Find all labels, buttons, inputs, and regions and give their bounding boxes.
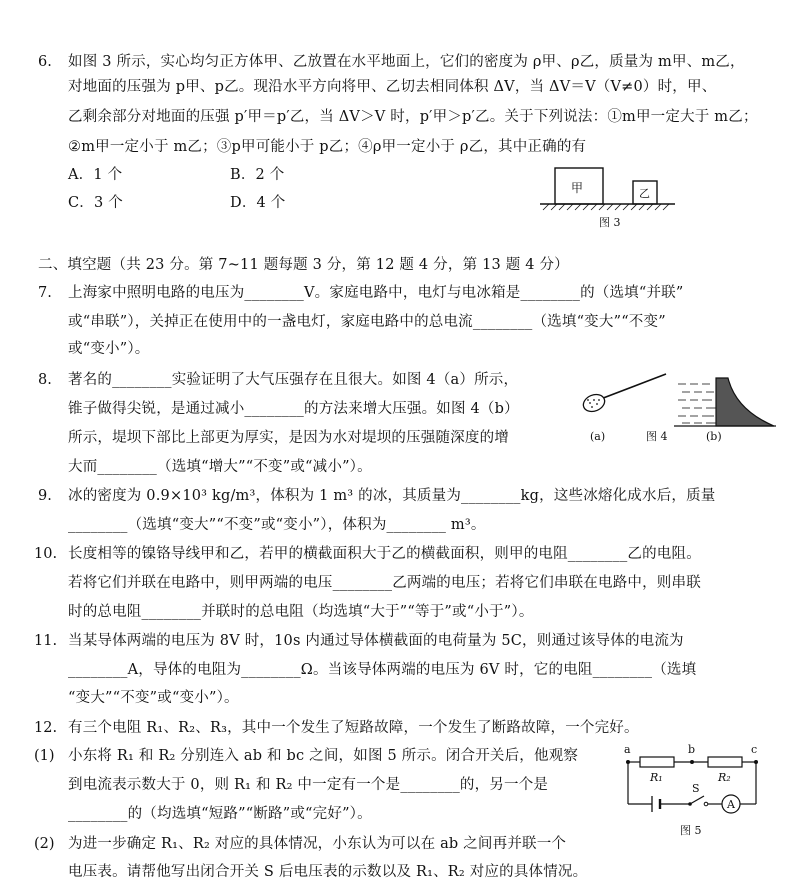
option-a: A．1 个 [68,167,123,183]
option-c: C．3 个 [68,195,123,211]
question-7-line-3: 或“变小”）。 [68,341,150,357]
resistor-r2 [708,757,742,767]
switch-s [688,796,708,806]
figure-4-caption: 图 4 [646,430,668,443]
question-9-line-2: ________（选填“变大”“不变”或“变小”），体积为________ m³。 [68,517,486,533]
question-12-sub-2-number: (2) [34,836,55,852]
question-6-line-2: 对地面的压强为 p甲、p乙。现沿水平方向将甲、乙切去相同体积 ΔV，当 ΔV＝V（V≠0）时，甲、 [68,79,717,95]
question-12-sub-1-number: (1) [34,748,55,764]
awl-figure [581,374,666,415]
question-11-number: 11. [34,633,58,649]
cube-jia-label: 甲 [571,181,584,195]
question-6-line-4: ②m甲一定小于 m乙；③p甲可能小于 p乙；④ρ甲一定小于 ρ乙，其中正确的有 [68,139,587,155]
question-6-number: 6. [38,54,52,70]
question-9-line-1: 冰的密度为 0.9×10³ kg/m³，体积为 1 m³ 的冰，其质量为________kg，这些冰熔化成水后，质量 [68,488,716,504]
question-7-line-2: 或“串联”），关掉正在使用中的一盏电灯，家庭电路中的总电流________（选填“变大”“不变” [68,314,666,330]
figure-5-caption: 图 5 [680,824,702,837]
node-b-label: b [688,743,696,756]
figure-4 [578,370,778,446]
question-8-number: 8. [38,372,52,388]
r2-label: R₂ [718,771,731,784]
figure-3-caption: 图 3 [599,216,621,229]
question-10-line-1: 长度相等的镍铬导线甲和乙，若甲的横截面积大于乙的横截面积，则甲的电阻________乙的电阻。 [68,546,701,562]
question-12-sub-2-line-1: 为进一步确定 R₁、R₂ 对应的具体情况，小东认为可以在 ab 之间再并联一个 [68,836,567,852]
figure-5 [610,742,778,838]
ammeter-label: A [727,798,735,811]
question-12-sub-1-line-3: ________的（均选填“短路”“断路”或“完好”）。 [68,806,372,822]
question-8-line-3: 所示，堤坝下部比上部更为厚实，是因为水对堤坝的压强随深度的增 [68,430,509,446]
figure-3 [535,160,680,232]
question-6-line-1: 如图 3 所示，实心均匀正方体甲、乙放置在水平地面上，它们的密度为 ρ甲、ρ乙，质量为 m甲、m乙， [68,54,745,70]
ground-hatch [543,204,669,210]
question-9-number: 9. [38,488,52,504]
node-c-label: c [751,743,758,756]
section-2-title: 二、填空题（共 23 分。第 7~11 题每题 3 分，第 12 题 4 分，第 13 题 4 分） [38,257,569,273]
option-d: D．4 个 [230,195,286,211]
question-7-line-1: 上海家中照明电路的电压为________V。家庭电路中，电灯与电冰箱是________的（选填“并联” [68,285,684,301]
question-10-line-2: 若将它们并联在电路中，则甲两端的电压________乙两端的电压；若将它们串联在电路中，则串联 [68,575,701,591]
question-12-sub-2-line-2: 电压表。请帮他写出闭合开关 S 后电压表的示数以及 R₁、R₂ 对应的具体情况。 [68,864,588,880]
switch-label: S [692,782,700,795]
r1-label: R₁ [650,771,663,784]
question-12-sub-1-line-2: 到电流表示数大于 0，则 R₁ 和 R₂ 中一定有一个是________的，另一个是 [68,777,549,793]
dam-figure [674,378,776,426]
question-12-line-1: 有三个电阻 R₁、R₂、R₃，其中一个发生了短路故障，一个发生了断路故障，一个完好。 [68,720,639,736]
question-11-line-2: ________A，导体的电阻为________Ω。当该导体两端的电压为 6V 时，它的电阻________（选填 [68,662,697,678]
question-11-line-1: 当某导体两端的电压为 8V 时，10s 内通过导体横截面的电荷量为 5C，则通过该导体的电流为 [68,633,684,649]
resistor-r1 [640,757,674,767]
question-8-line-1: 著名的________实验证明了大气压强存在且很大。如图 4（a）所示， [68,372,519,388]
question-12-number: 12. [34,720,58,736]
figure-4-label-b: (b) [706,430,722,443]
battery [652,796,660,812]
node-a-label: a [624,743,631,756]
question-12-sub-1-line-1: 小东将 R₁ 和 R₂ 分别连入 ab 和 bc 之间，如图 5 所示。闭合开关后，他观察 [68,748,579,764]
figure-4-label-a: (a) [590,430,606,443]
question-7-number: 7. [38,285,52,301]
question-10-line-3: 时的总电阻________并联时的总电阻（均选填“大于”“等于”或“小于”）。 [68,604,534,620]
question-11-line-3: “变大”“不变”或“变小”）。 [68,690,239,706]
question-8-line-2: 锥子做得尖锐，是通过减小________的方法来增大压强。如图 4（b） [68,401,519,417]
option-b: B．2 个 [230,167,285,183]
question-10-number: 10. [34,546,58,562]
question-6-line-3: 乙剩余部分对地面的压强 p′甲＝p′乙，当 ΔV＞V 时，p′甲＞p′乙。关于下列说法：①m甲一定大于 m乙； [68,109,758,125]
cube-yi-label: 乙 [639,187,650,200]
question-8-line-4: 大而________（选填“增大”“不变”或“减小”）。 [68,459,372,475]
